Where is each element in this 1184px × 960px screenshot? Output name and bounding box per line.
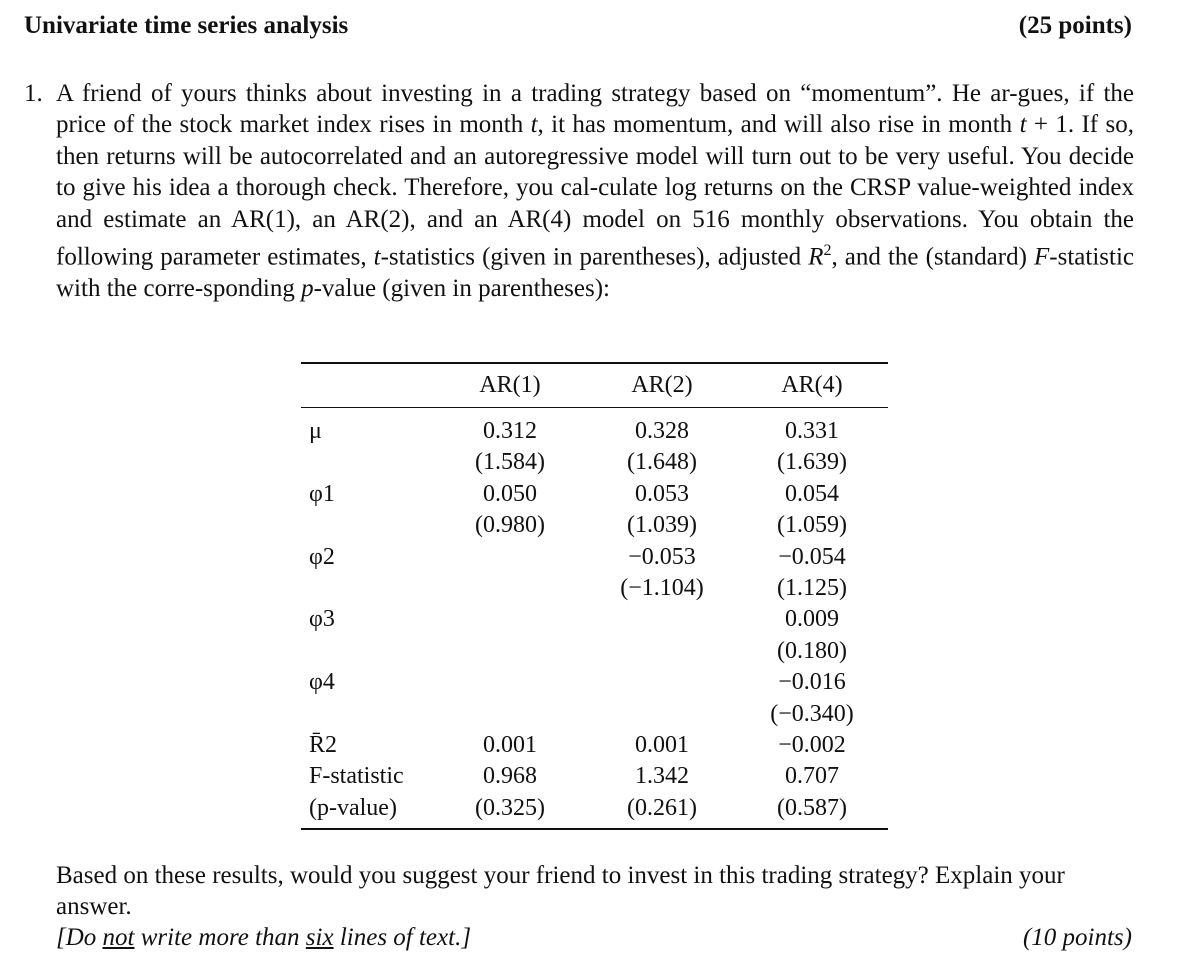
- row-label: φ4: [309, 669, 335, 696]
- question-text-part: F: [1034, 243, 1050, 271]
- question-text-part: 2: [823, 242, 832, 260]
- cell-ar1: (0.325): [475, 794, 545, 821]
- row-label: φ1: [309, 480, 335, 507]
- cell-ar1: 0.001: [483, 732, 537, 758]
- question-text-part: t: [1019, 111, 1027, 139]
- cell-ar4: (0.180): [777, 637, 847, 664]
- cell-ar4: (−0.340): [770, 700, 854, 727]
- question-number: 1.: [24, 80, 43, 107]
- cell-ar4: −0.054: [778, 543, 846, 570]
- cell-ar2: (0.261): [627, 794, 697, 821]
- header-ar2: AR(2): [631, 372, 693, 398]
- question-text-part: -value (given in parentheses):: [313, 274, 611, 302]
- cell-ar2: (1.039): [627, 512, 697, 539]
- cell-ar4: 0.331: [785, 418, 839, 444]
- cell-ar2: 1.342: [635, 763, 689, 790]
- cell-ar2: 0.053: [635, 480, 689, 507]
- section-header: [24, 12, 1132, 40]
- cell-ar1: (1.584): [475, 449, 545, 476]
- follow-up-question: Based on these results, would you suggest your friend to invest in this trading strategy? Explain your answer.: [56, 862, 1065, 921]
- cell-ar4: 0.009: [785, 606, 839, 633]
- cell-ar2: (−1.104): [620, 575, 704, 601]
- cell-ar4: (1.059): [777, 512, 847, 539]
- question-text: [56, 78, 1134, 304]
- cell-ar2: 0.328: [635, 418, 689, 444]
- cell-ar4: (1.639): [777, 449, 847, 476]
- row-label: φ3: [309, 606, 335, 633]
- question-text-part: , and the (standard): [831, 243, 1034, 271]
- row-label: μ: [309, 418, 322, 444]
- question-text-part: -statistic with the corre-sponding: [56, 243, 1134, 302]
- instruction-part: not: [102, 924, 135, 951]
- question-text-part: + 1. If so, then returns will be autocorrelated and an autoregressive model will turn out to be very useful. You decide to give his idea a thorough check. Therefore, you cal-culate log returns on the CRSP value-weighted index and estimate an AR(1), an AR(2), and an AR(4) model on 516 monthly observations. You obtain the following parameter estimates,: [56, 111, 1134, 271]
- header-ar1: AR(1): [479, 372, 541, 398]
- cell-ar2: (1.648): [627, 449, 697, 476]
- length-instruction: [56, 922, 471, 953]
- row-label: (p-value): [309, 794, 397, 821]
- header-ar4: AR(4): [781, 372, 843, 398]
- table-rule-top: [301, 362, 888, 364]
- section-title: Univariate time series analysis: [24, 12, 349, 39]
- cell-ar4: (1.125): [777, 575, 847, 601]
- table-rule-bottom: [301, 828, 888, 830]
- instruction-part: lines of text.]: [333, 924, 472, 951]
- question-text-part: R: [808, 243, 824, 271]
- row-label: R̄2: [309, 732, 338, 758]
- instruction-part: write more than: [134, 924, 306, 951]
- instruction-part: six: [305, 924, 334, 951]
- cell-ar4: 0.707: [785, 763, 839, 790]
- row-label: F-statistic: [309, 763, 404, 790]
- question-text-part: p: [301, 274, 314, 302]
- question-text-part: t: [373, 243, 381, 271]
- question-points: (10 points): [1022, 924, 1132, 951]
- question-text-part: , it has momentum, and will also rise in month: [537, 111, 1020, 139]
- section-points: (25 points): [1018, 12, 1132, 39]
- cell-ar4: −0.016: [778, 669, 846, 696]
- question-text-part: A friend of yours thinks about investing in a trading strategy based on “momentum”. He ar-gues, if the price of the stock market index rises in month: [56, 80, 1134, 139]
- cell-ar1: 0.050: [483, 480, 537, 507]
- instruction-row: [56, 922, 1132, 953]
- cell-ar2: −0.053: [628, 543, 696, 570]
- cell-ar1: (0.980): [475, 512, 545, 539]
- question-text-part: -statistics (given in parentheses), adjusted: [380, 243, 809, 271]
- row-label: φ2: [309, 543, 335, 570]
- cell-ar4: 0.054: [785, 480, 839, 507]
- cell-ar1: 0.312: [483, 418, 537, 444]
- cell-ar2: 0.001: [635, 732, 689, 758]
- question-text-part: t: [530, 111, 538, 139]
- cell-ar4: (0.587): [777, 794, 847, 821]
- cell-ar4: −0.002: [778, 732, 846, 758]
- table-rule-mid: [301, 407, 888, 408]
- instruction-part: [Do: [56, 924, 103, 951]
- cell-ar1: 0.968: [483, 763, 537, 790]
